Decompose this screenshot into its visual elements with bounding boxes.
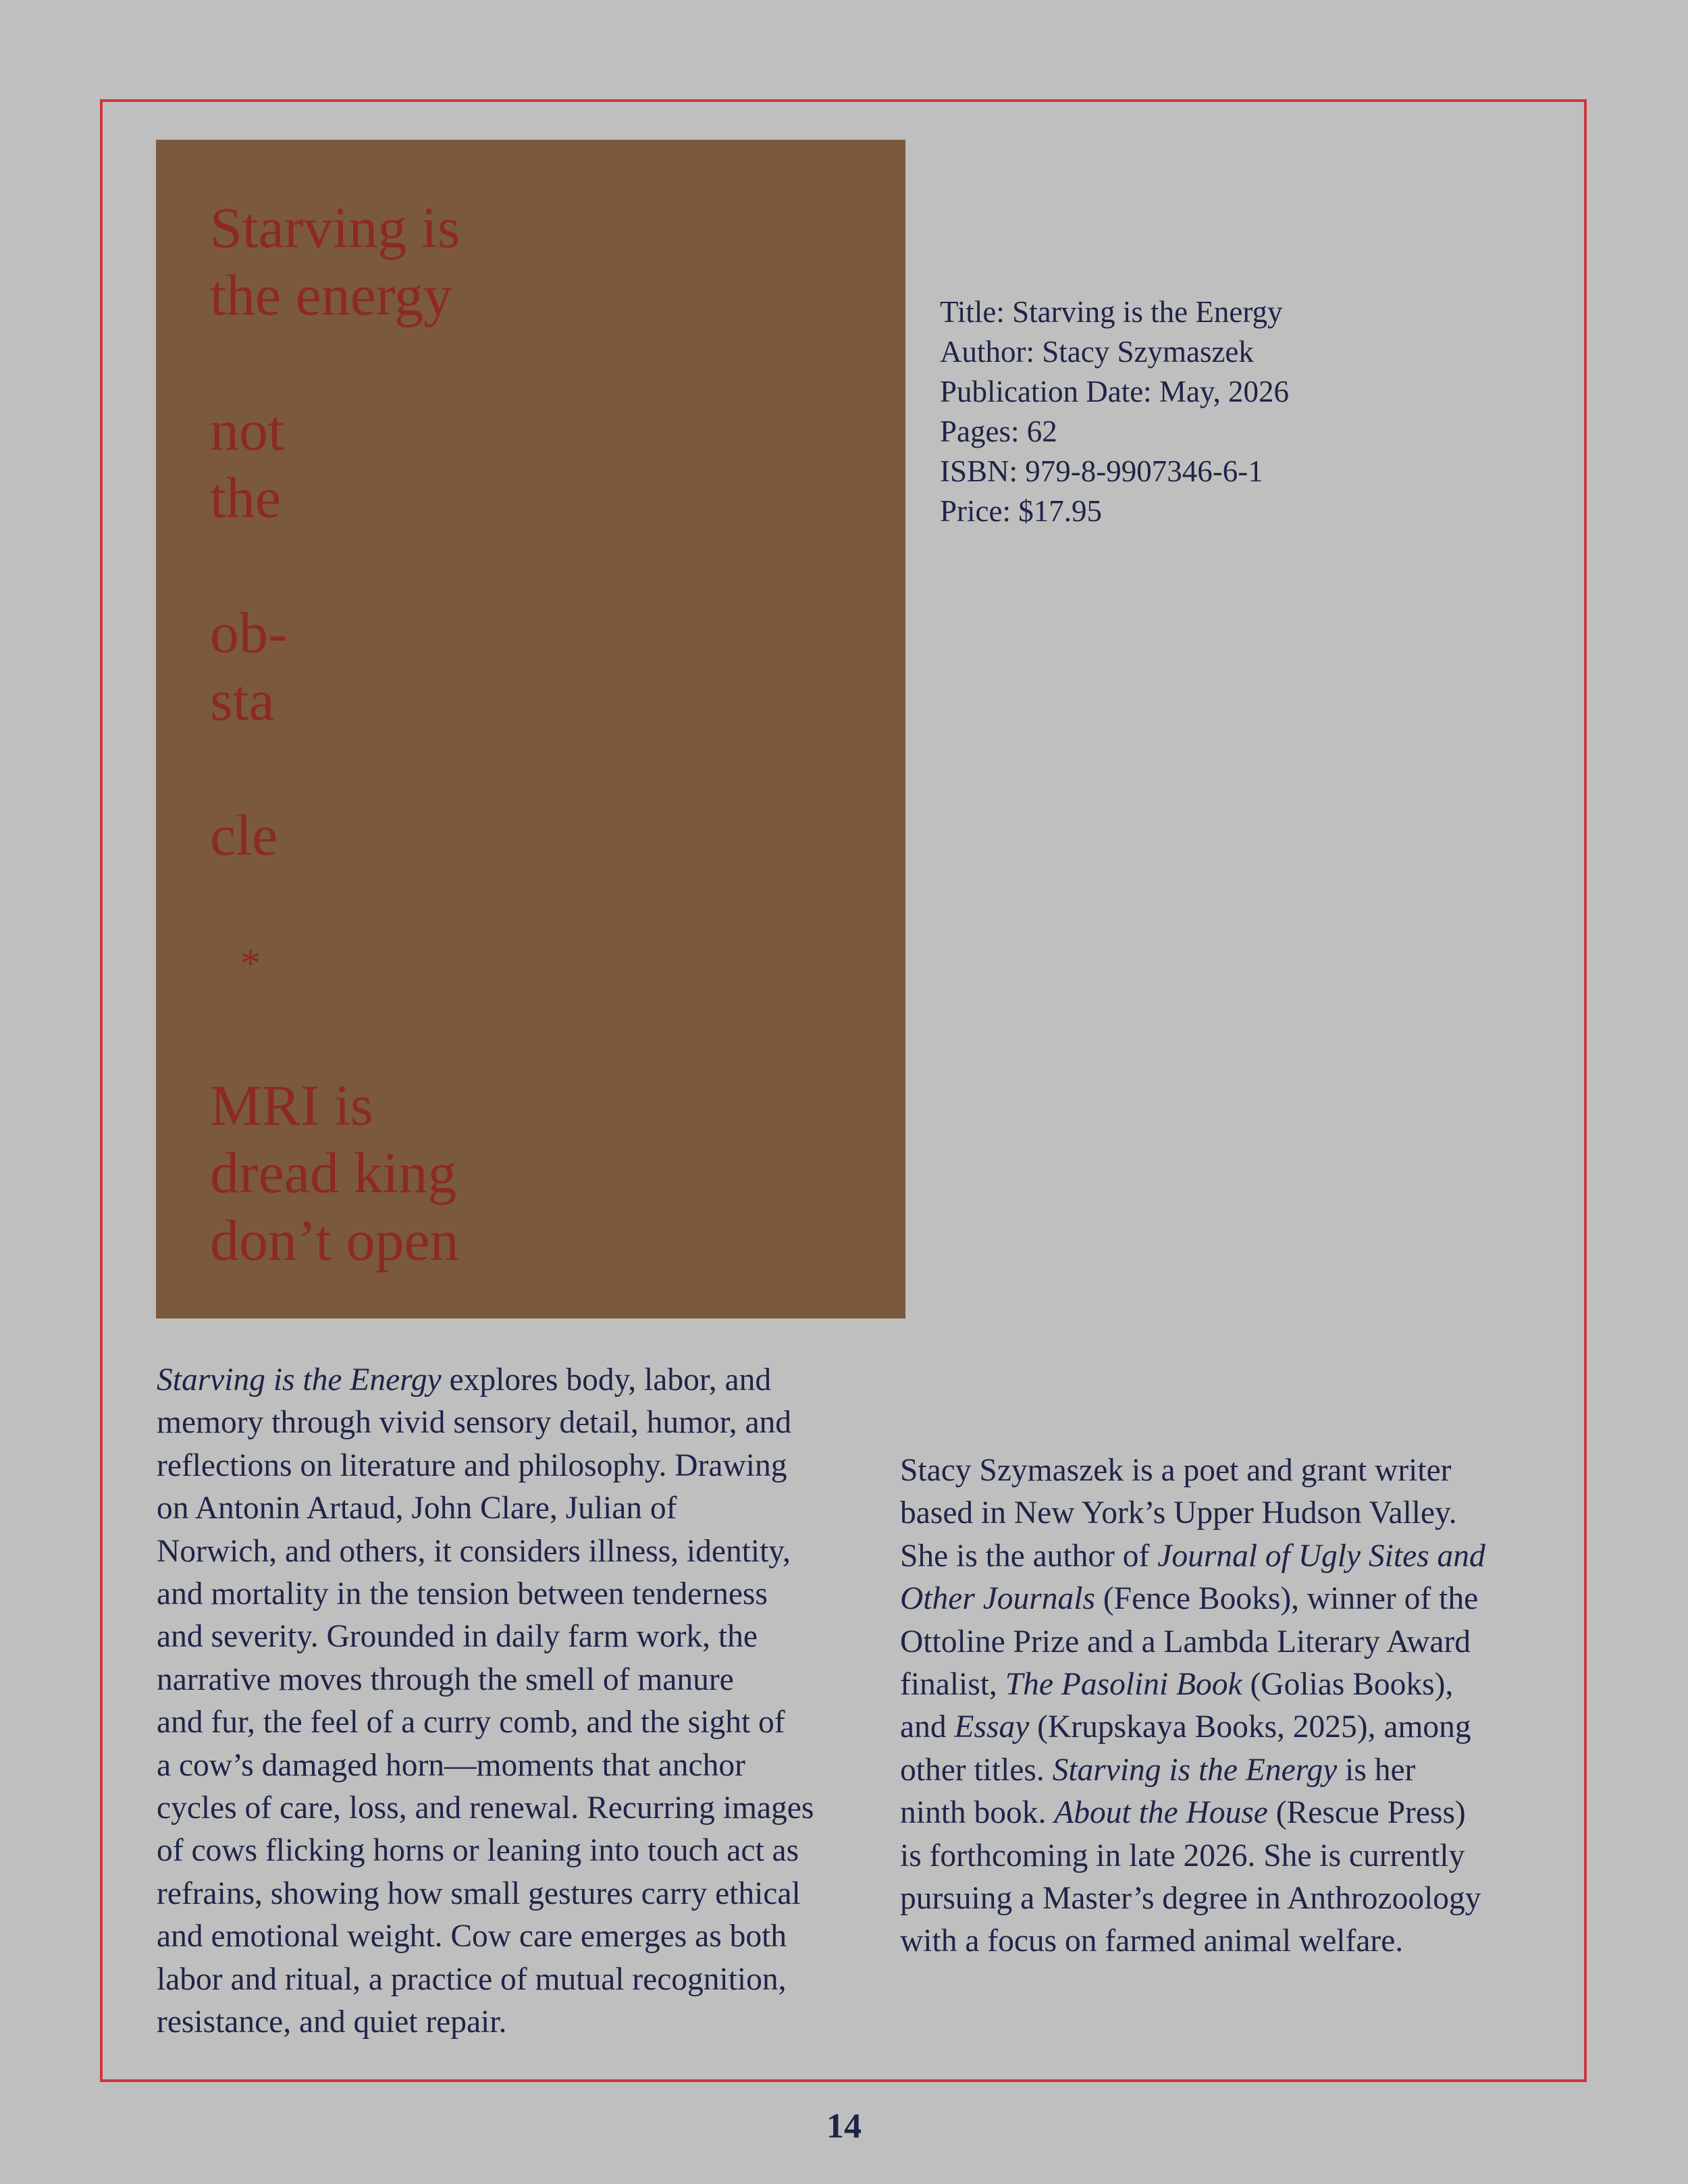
bio-line: She is the author of Journal of Ugly Sites and	[900, 1538, 1485, 1574]
description-line: of cows flicking horns or leaning into touch act as	[157, 1833, 799, 1869]
bio-line: pursuing a Master’s degree in Anthrozoology	[900, 1881, 1481, 1917]
description-line: resistance, and quiet repair.	[157, 2004, 507, 2040]
description-line: Norwich, and others, it considers illness, identity,	[157, 1533, 791, 1569]
cover-line: the energy	[210, 263, 452, 327]
bio-line: Other Journals (Fence Books), winner of the	[900, 1581, 1479, 1617]
author-bio	[900, 1449, 1528, 1963]
bio-line: Stacy Szymaszek is a poet and grant writer	[900, 1453, 1452, 1488]
description-line: cycles of care, loss, and renewal. Recurring images	[157, 1790, 814, 1826]
description-line: reflections on literature and philosophy. Drawing	[157, 1447, 787, 1483]
bio-line: finalist, The Pasolini Book (Golias Books),	[900, 1667, 1454, 1703]
meta-publication-date: Publication Date: May, 2026	[940, 375, 1289, 408]
description-line: and emotional weight. Cow care emerges as both	[157, 1919, 787, 1954]
cover-asterisk: *	[240, 941, 261, 986]
meta-price: Price: $17.95	[940, 494, 1102, 528]
cover-line: cle	[210, 803, 278, 868]
bio-line: based in New York’s Upper Hudson Valley.	[900, 1495, 1457, 1531]
bio-line: and Essay (Krupskaya Books, 2025), among	[900, 1709, 1471, 1745]
description-line: Starving is the Energy explores body, labor, and	[157, 1362, 772, 1397]
cover-line: not	[210, 398, 284, 462]
meta-pages: Pages: 62	[940, 415, 1057, 448]
description-line: on Antonin Artaud, John Clare, Julian of	[157, 1491, 677, 1526]
cover-line: dread king	[210, 1140, 457, 1205]
description-line: and severity. Grounded in daily farm work, the	[157, 1619, 758, 1655]
meta-title: Title: Starving is the Energy	[940, 295, 1283, 329]
bio-line: other titles. Starving is the Energy is her	[900, 1752, 1416, 1788]
cover-line: the	[210, 465, 282, 530]
cover-line: MRI is	[210, 1073, 373, 1138]
cover-line: Starving is	[210, 195, 460, 260]
description-line: and fur, the feel of a curry comb, and the sight of	[157, 1705, 785, 1740]
book-metadata	[940, 292, 1548, 531]
bio-line: with a focus on farmed animal welfare.	[900, 1923, 1404, 1959]
description-line: narrative moves through the smell of manure	[157, 1661, 734, 1697]
cover-line: sta	[210, 668, 275, 733]
meta-isbn: ISBN: 979-8-9907346-6-1	[940, 454, 1263, 488]
book-description	[157, 1359, 839, 2044]
description-line: memory through vivid sensory detail, humor, and	[157, 1405, 792, 1441]
description-line: a cow’s damaged horn—moments that anchor	[157, 1747, 745, 1783]
description-line: refrains, showing how small gestures carry ethical	[157, 1875, 801, 1911]
book-cover	[156, 140, 905, 1319]
description-line: and mortality in the tension between tenderness	[157, 1576, 768, 1612]
bio-line: Ottoline Prize and a Lambda Literary Award	[900, 1624, 1471, 1659]
bio-line: ninth book. About the House (Rescue Press)	[900, 1795, 1466, 1831]
page-number: 14	[826, 2107, 862, 2146]
cover-line: don’t open	[210, 1208, 459, 1273]
description-line: labor and ritual, a practice of mutual recognition,	[157, 1961, 787, 1997]
book-title-italic: Starving is the Energy	[157, 1362, 442, 1397]
cover-line: ob-	[210, 600, 288, 665]
bio-line: is forthcoming in late 2026. She is currently	[900, 1838, 1465, 1873]
meta-author: Author: Stacy Szymaszek	[940, 335, 1254, 369]
